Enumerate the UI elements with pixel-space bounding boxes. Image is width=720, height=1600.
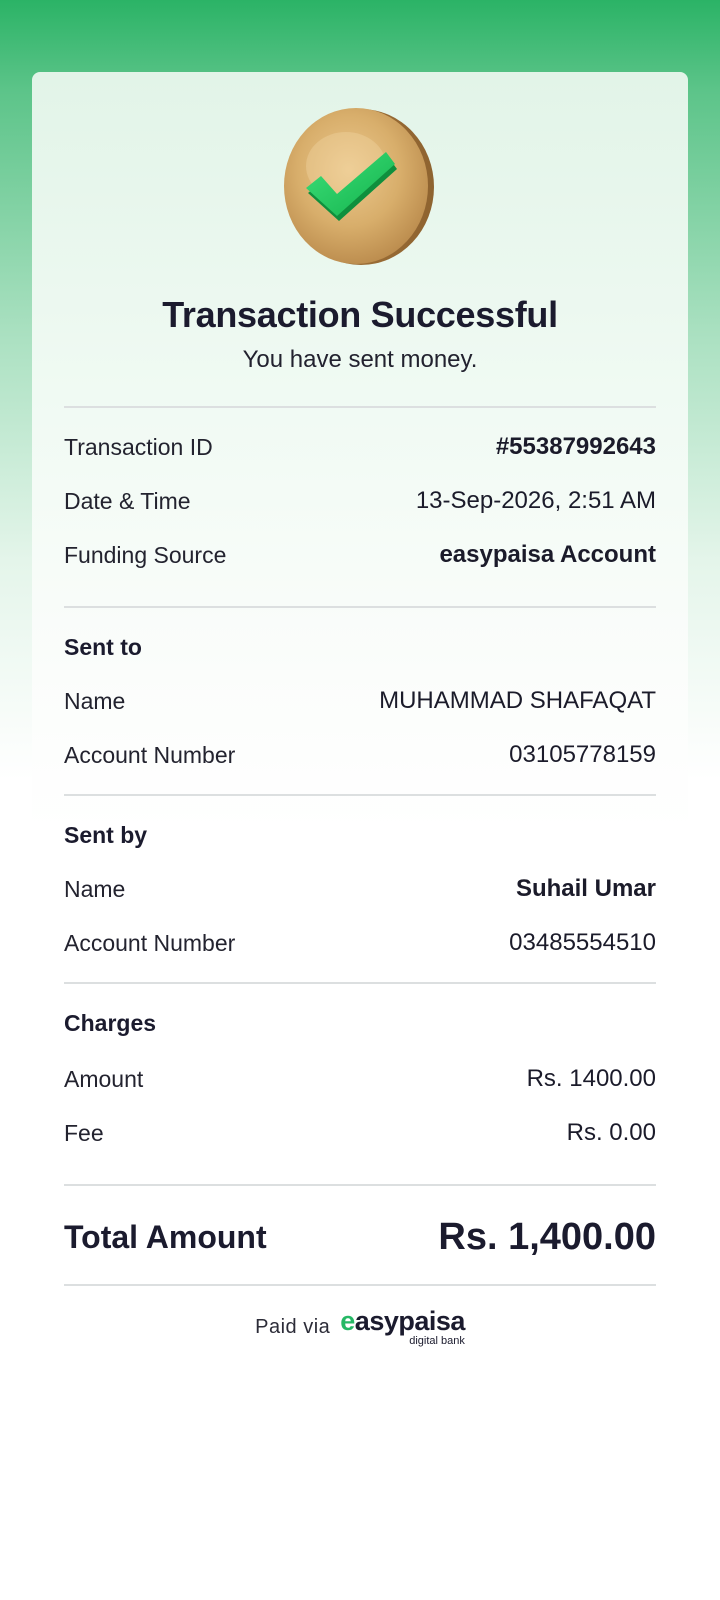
funding-source-row (64, 538, 656, 572)
date-time-row (64, 484, 656, 518)
transaction-id-value: #55387992643 (495, 433, 656, 460)
charges-heading: Charges (64, 1010, 157, 1036)
total-amount-value: Rs. 1,400.00 (438, 1215, 656, 1258)
divider (64, 1284, 656, 1286)
total-amount-row (64, 1212, 656, 1262)
sender-name-row (64, 872, 656, 906)
divider (64, 406, 656, 408)
recipient-name-label: Name (64, 687, 126, 714)
date-time-value: 13-Sep-2026, 2:51 AM (415, 487, 656, 514)
receipt-card (32, 72, 688, 1600)
sender-account-row (64, 926, 656, 960)
sender-name-label: Name (64, 875, 126, 902)
funding-source-value: easypaisa Account (439, 541, 656, 568)
sent-by-heading: Sent by (64, 822, 148, 848)
recipient-name-row (64, 684, 656, 718)
divider (64, 982, 656, 984)
page-title: Transaction Successful (162, 294, 558, 335)
recipient-account-row (64, 738, 656, 772)
amount-value: Rs. 1400.00 (526, 1065, 656, 1092)
recipient-name-value: MUHAMMAD SHAFAQAT (379, 687, 656, 714)
divider (64, 606, 656, 608)
fee-row (64, 1116, 656, 1150)
amount-label: Amount (64, 1065, 144, 1092)
transaction-id-label: Transaction ID (64, 433, 213, 460)
amount-row (64, 1062, 656, 1096)
brand-name (340, 1308, 465, 1335)
recipient-account-label: Account Number (64, 741, 236, 768)
divider (64, 794, 656, 796)
sender-account-label: Account Number (64, 929, 236, 956)
brand-name-rest: asypaisa (354, 1306, 465, 1336)
paid-via-label: Paid via (255, 1316, 331, 1338)
recipient-account-value: 03105778159 (509, 741, 656, 768)
divider (64, 1184, 656, 1186)
success-coin-icon (280, 106, 436, 268)
date-time-label: Date & Time (64, 487, 191, 514)
transaction-id-row (64, 430, 656, 464)
funding-source-label: Funding Source (64, 541, 227, 568)
sender-account-value: 03485554510 (509, 929, 656, 956)
paid-via-footer (32, 1308, 688, 1347)
fee-label: Fee (64, 1119, 104, 1146)
brand-first-letter: e (340, 1306, 355, 1336)
brand-tagline: digital bank (409, 1335, 465, 1347)
total-amount-label: Total Amount (64, 1218, 267, 1255)
page-subtitle: You have sent money. (242, 346, 478, 373)
fee-value: Rs. 0.00 (566, 1119, 656, 1146)
easypaisa-logo (340, 1308, 465, 1347)
sent-to-heading: Sent to (64, 634, 142, 660)
sender-name-value: Suhail Umar (515, 875, 656, 902)
